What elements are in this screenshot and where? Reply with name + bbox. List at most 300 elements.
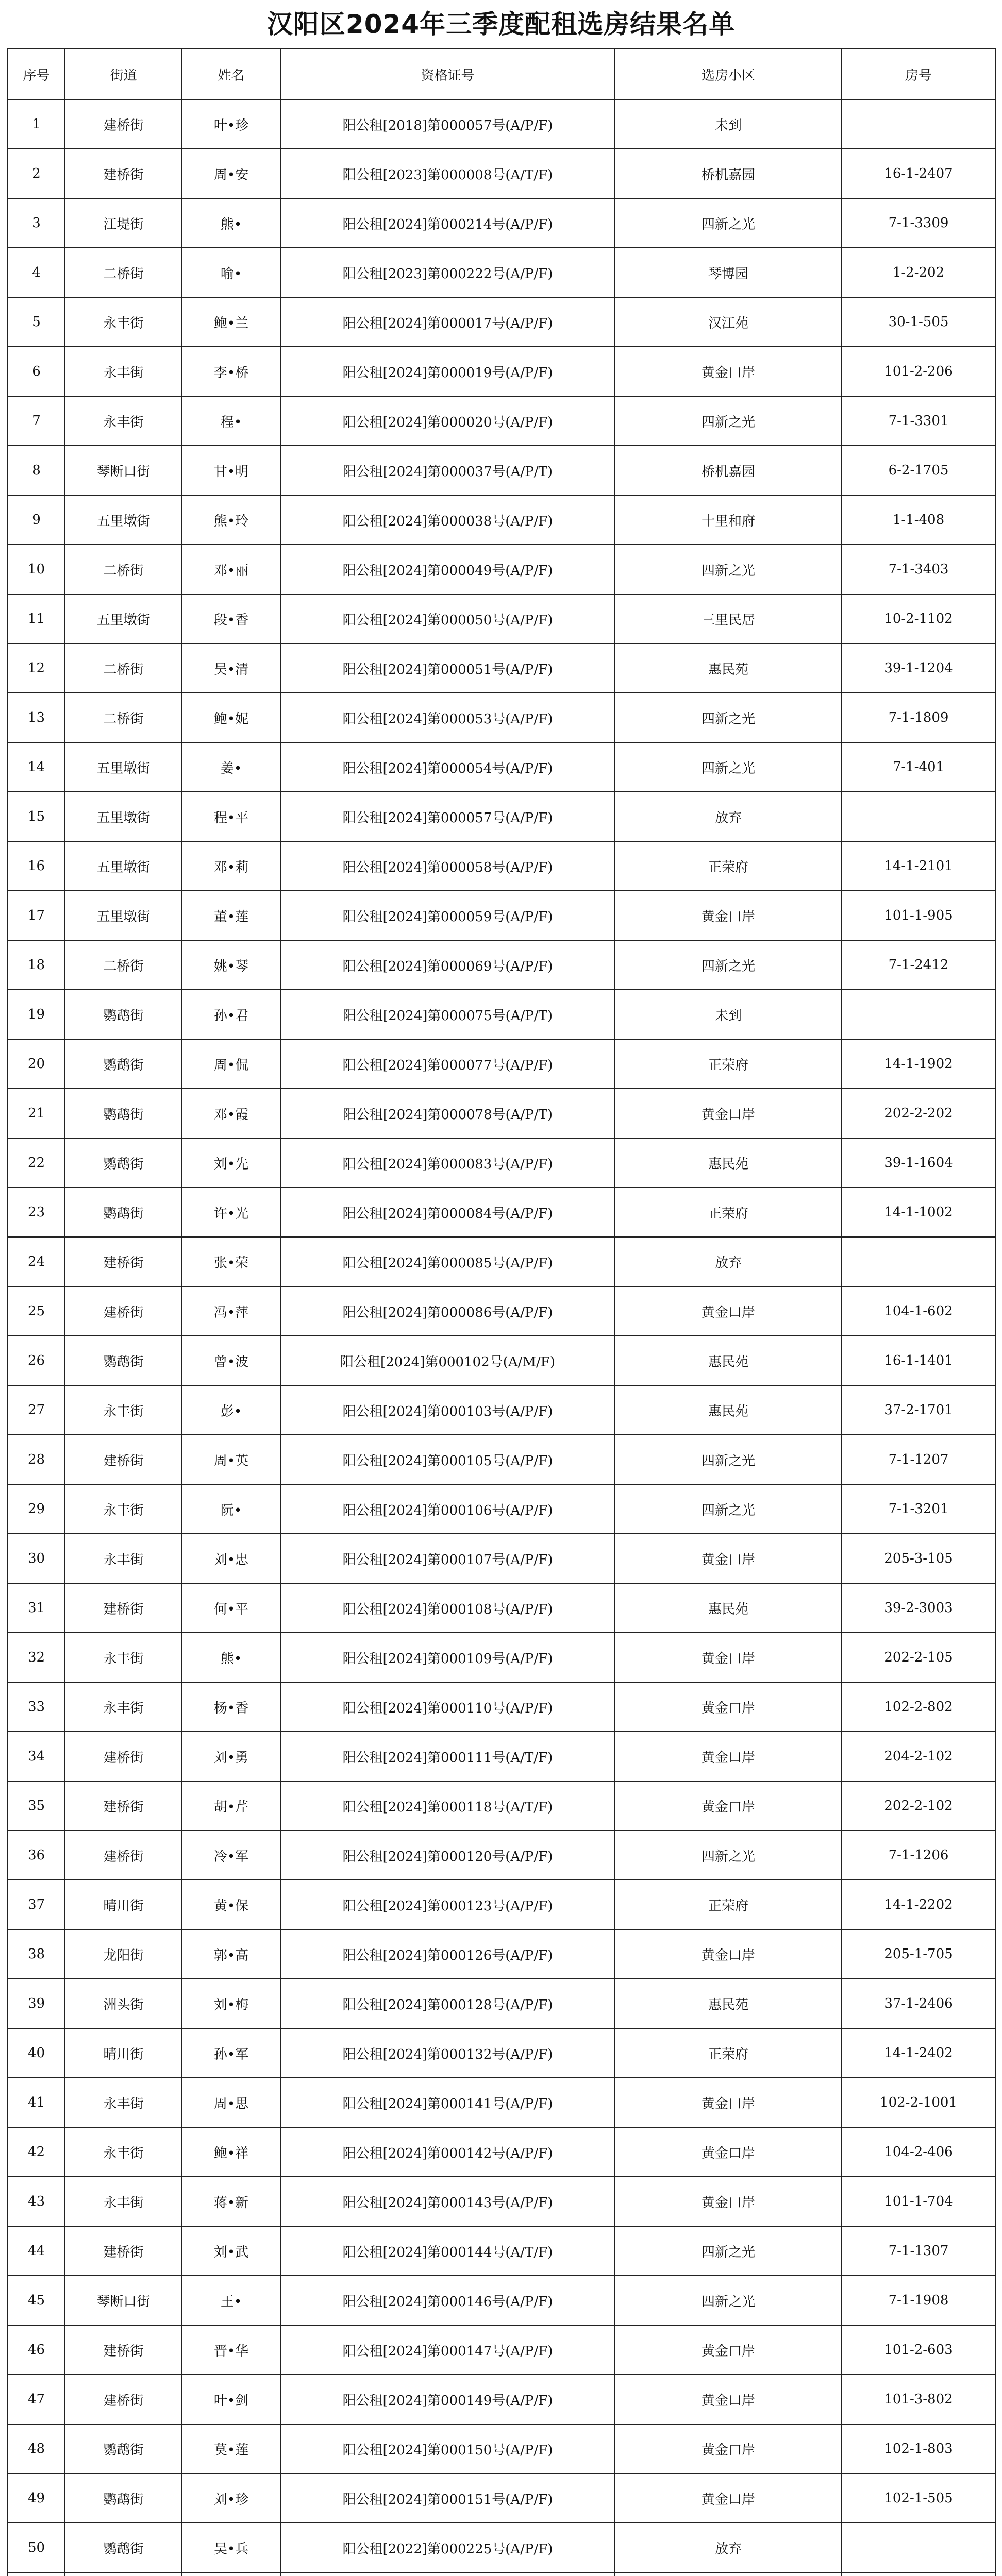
row-street-cell: 五里墩街: [65, 495, 182, 545]
row-seq-cell: 10: [8, 545, 65, 594]
row-community-cell: 四新之光: [615, 198, 842, 248]
row-room-cell: 202-2-102: [842, 1781, 995, 1831]
row-street-cell: 建桥街: [65, 1583, 182, 1633]
row-certificate-cell: 阳公租[2018]第000057号(A/P/F): [280, 99, 615, 149]
row-room-cell: [842, 2523, 995, 2572]
row-street-cell: 五里墩街: [65, 742, 182, 792]
row-name-cell: 王•: [182, 2276, 280, 2325]
row-name-cell: 许•光: [182, 1188, 280, 1237]
table-row: [8, 2276, 995, 2325]
table-row: [8, 1583, 995, 1633]
row-seq-cell: 7: [8, 396, 65, 446]
row-community-cell: 四新之光: [615, 1435, 842, 1484]
row-certificate-cell: 阳公租[2024]第000132号(A/P/F): [280, 2028, 615, 2078]
row-street-cell: 鹦鹉街: [65, 2473, 182, 2523]
row-community-cell: 四新之光: [615, 545, 842, 594]
row-community-cell: 正荣府: [615, 841, 842, 891]
row-street-cell: 二桥街: [65, 693, 182, 742]
row-seq-cell: 1: [8, 99, 65, 149]
row-room-cell: 14-1-1002: [842, 1188, 995, 1237]
row-community-cell: 四新之光: [615, 1831, 842, 1880]
row-community-cell: 黄金口岸: [615, 1633, 842, 1682]
row-name-cell: 孙•君: [182, 990, 280, 1039]
row-room-cell: 37-1-2406: [842, 1979, 995, 2028]
row-certificate-cell: 阳公租[2024]第000086号(A/P/F): [280, 1286, 615, 1336]
row-name-cell: 刘•忠: [182, 1534, 280, 1583]
row-room-cell: 14-1-2202: [842, 1880, 995, 1929]
row-name-cell: 周•安: [182, 149, 280, 198]
row-street-cell: 建桥街: [65, 99, 182, 149]
row-street-cell: 鹦鹉街: [65, 1188, 182, 1237]
row-room-cell: 101-3-802: [842, 2375, 995, 2424]
row-room-cell: 101-2-603: [842, 2325, 995, 2375]
row-seq-cell: 46: [8, 2325, 65, 2375]
row-certificate-cell: 阳公租[2024]第000106号(A/P/F): [280, 1484, 615, 1534]
row-name-cell: 周•思: [182, 2078, 280, 2127]
row-community-cell: 桥机嘉园: [615, 446, 842, 495]
row-seq-cell: 35: [8, 1781, 65, 1831]
row-room-cell: 7-1-401: [842, 742, 995, 792]
row-name-cell: 喻•: [182, 248, 280, 297]
table-row: [8, 792, 995, 841]
row-community-cell: 四新之光: [615, 1484, 842, 1534]
row-seq-cell: 19: [8, 990, 65, 1039]
row-street-cell: 永丰街: [65, 1633, 182, 1682]
row-street-cell: 建桥街: [65, 1831, 182, 1880]
row-community-cell: 四新之光: [615, 693, 842, 742]
row-seq-cell: 15: [8, 792, 65, 841]
row-room-cell: 202-2-105: [842, 1633, 995, 1682]
row-room-cell: 39-1-1204: [842, 643, 995, 693]
row-room-cell: 7-1-1908: [842, 2276, 995, 2325]
row-certificate-cell: 阳公租[2024]第000107号(A/P/F): [280, 1534, 615, 1583]
row-street-cell: 鹦鹉街: [65, 2523, 182, 2572]
row-community-cell: 黄金口岸: [615, 1089, 842, 1138]
table-row: [8, 1979, 995, 2028]
row-seq-cell: 49: [8, 2473, 65, 2523]
row-community-cell: [615, 2572, 842, 2576]
row-seq-cell: 27: [8, 1385, 65, 1435]
row-community-cell: 琴博园: [615, 248, 842, 297]
row-name-cell: 程•平: [182, 792, 280, 841]
row-name-cell: 甘•明: [182, 446, 280, 495]
row-certificate-cell: 阳公租[2024]第000147号(A/P/F): [280, 2325, 615, 2375]
row-room-cell: 39-1-1604: [842, 1138, 995, 1188]
row-street-cell: 永丰街: [65, 1534, 182, 1583]
row-seq-cell: 47: [8, 2375, 65, 2424]
row-seq-cell: 22: [8, 1138, 65, 1188]
row-room-cell: 205-1-705: [842, 1929, 995, 1979]
row-seq-cell: 30: [8, 1534, 65, 1583]
row-street-cell: 建桥街: [65, 2226, 182, 2276]
row-community-cell: 黄金口岸: [615, 1534, 842, 1583]
table-row: [8, 248, 995, 297]
row-community-cell: 黄金口岸: [615, 347, 842, 396]
row-seq-cell: 26: [8, 1336, 65, 1385]
row-community-cell: 黄金口岸: [615, 2177, 842, 2226]
row-name-cell: 叶•剑: [182, 2375, 280, 2424]
table-row: [8, 297, 995, 347]
row-street-cell: 建桥街: [65, 2325, 182, 2375]
table-row: [8, 643, 995, 693]
row-name-cell: 刘•先: [182, 1138, 280, 1188]
row-certificate-cell: 阳公租[2024]第000120号(A/P/F): [280, 1831, 615, 1880]
row-street-cell: 鹦鹉街: [65, 2424, 182, 2473]
row-room-cell: 101-1-905: [842, 891, 995, 940]
row-street-cell: 永丰街: [65, 297, 182, 347]
table-row: [8, 1929, 995, 1979]
row-certificate-cell: 阳公租[2024]第000146号(A/P/F): [280, 2276, 615, 2325]
row-street-cell: 建桥街: [65, 1286, 182, 1336]
row-community-cell: 四新之光: [615, 742, 842, 792]
row-certificate-cell: 阳公租[2024]第000037号(A/P/T): [280, 446, 615, 495]
table-row: [8, 2127, 995, 2177]
row-room-cell: 14-1-1902: [842, 1039, 995, 1089]
row-certificate-cell: 阳公租[2024]第000102号(A/M/F): [280, 1336, 615, 1385]
row-street-cell: 永丰街: [65, 2177, 182, 2226]
row-name-cell: 姜•: [182, 742, 280, 792]
row-community-cell: 惠民苑: [615, 1138, 842, 1188]
row-certificate-cell: [280, 2572, 615, 2576]
row-certificate-cell: 阳公租[2024]第000150号(A/P/F): [280, 2424, 615, 2473]
table-row: [8, 495, 995, 545]
row-name-cell: 段•香: [182, 594, 280, 643]
row-certificate-cell: 阳公租[2024]第000111号(A/T/F): [280, 1732, 615, 1781]
table-body: [8, 99, 995, 2576]
row-street-cell: 二桥街: [65, 643, 182, 693]
row-street-cell: 琴断口街: [65, 2276, 182, 2325]
row-street-cell: 五里墩街: [65, 792, 182, 841]
row-room-cell: [842, 2572, 995, 2576]
table-row: [8, 841, 995, 891]
row-certificate-cell: 阳公租[2024]第000144号(A/T/F): [280, 2226, 615, 2276]
table-row: [8, 1435, 995, 1484]
row-certificate-cell: 阳公租[2024]第000075号(A/P/T): [280, 990, 615, 1039]
table-row: [8, 149, 995, 198]
row-name-cell: 刘•珍: [182, 2473, 280, 2523]
row-street-cell: 龙阳街: [65, 1929, 182, 1979]
row-name-cell: 吴•清: [182, 643, 280, 693]
row-room-cell: 14-1-2101: [842, 841, 995, 891]
row-name-cell: 何•平: [182, 1583, 280, 1633]
row-certificate-cell: 阳公租[2024]第000214号(A/P/F): [280, 198, 615, 248]
row-street-cell: 永丰街: [65, 2127, 182, 2177]
column-header-seq: 序号: [8, 49, 65, 99]
table-row: [8, 198, 995, 248]
row-seq-cell: 3: [8, 198, 65, 248]
row-name-cell: 吴•兵: [182, 2523, 280, 2572]
row-name-cell: 蒋•新: [182, 2177, 280, 2226]
row-name-cell: [182, 2572, 280, 2576]
table-row: [8, 594, 995, 643]
row-seq-cell: 25: [8, 1286, 65, 1336]
page-title: 汉阳区2024年三季度配租选房结果名单: [266, 9, 736, 39]
row-room-cell: 7-1-2412: [842, 940, 995, 990]
table-row: [8, 2226, 995, 2276]
row-room-cell: 1-1-408: [842, 495, 995, 545]
row-name-cell: 鲍•兰: [182, 297, 280, 347]
row-certificate-cell: 阳公租[2023]第000008号(A/T/F): [280, 149, 615, 198]
row-street-cell: 永丰街: [65, 2078, 182, 2127]
row-seq-cell: 23: [8, 1188, 65, 1237]
table-row: [8, 1286, 995, 1336]
row-certificate-cell: 阳公租[2024]第000077号(A/P/F): [280, 1039, 615, 1089]
row-room-cell: 16-1-2407: [842, 149, 995, 198]
table-row: [8, 1831, 995, 1880]
row-community-cell: 正荣府: [615, 1188, 842, 1237]
row-room-cell: 7-1-1206: [842, 1831, 995, 1880]
row-street-cell: 五里墩街: [65, 891, 182, 940]
row-community-cell: 惠民苑: [615, 1385, 842, 1435]
table-row: [8, 1385, 995, 1435]
row-certificate-cell: 阳公租[2024]第000141号(A/P/F): [280, 2078, 615, 2127]
table-row: [8, 693, 995, 742]
row-street-cell: 建桥街: [65, 149, 182, 198]
row-room-cell: 102-2-802: [842, 1682, 995, 1732]
row-name-cell: 邓•丽: [182, 545, 280, 594]
row-seq-cell: 20: [8, 1039, 65, 1089]
row-street-cell: 琴断口街: [65, 446, 182, 495]
row-seq-cell: 43: [8, 2177, 65, 2226]
row-certificate-cell: 阳公租[2024]第000105号(A/P/F): [280, 1435, 615, 1484]
row-community-cell: 黄金口岸: [615, 1732, 842, 1781]
row-room-cell: 7-1-3403: [842, 545, 995, 594]
row-name-cell: 冯•萍: [182, 1286, 280, 1336]
row-street-cell: 鹦鹉街: [65, 1336, 182, 1385]
row-seq-cell: 8: [8, 446, 65, 495]
row-street-cell: 永丰街: [65, 1484, 182, 1534]
row-seq-cell: 13: [8, 693, 65, 742]
table-row: [8, 891, 995, 940]
row-community-cell: 黄金口岸: [615, 2325, 842, 2375]
row-room-cell: 102-1-803: [842, 2424, 995, 2473]
table-row: [8, 1880, 995, 1929]
row-name-cell: 李•桥: [182, 347, 280, 396]
row-certificate-cell: 阳公租[2024]第000083号(A/P/F): [280, 1138, 615, 1188]
row-room-cell: 39-2-3003: [842, 1583, 995, 1633]
row-name-cell: 姚•琴: [182, 940, 280, 990]
column-header-name: 姓名: [182, 49, 280, 99]
row-room-cell: 6-2-1705: [842, 446, 995, 495]
row-room-cell: 37-2-1701: [842, 1385, 995, 1435]
result-table: [7, 48, 996, 2576]
table-row: [8, 545, 995, 594]
row-street-cell: 鹦鹉街: [65, 1089, 182, 1138]
row-name-cell: 鲍•祥: [182, 2127, 280, 2177]
table-row: [8, 446, 995, 495]
row-room-cell: 10-2-1102: [842, 594, 995, 643]
row-certificate-cell: 阳公租[2024]第000069号(A/P/F): [280, 940, 615, 990]
row-certificate-cell: 阳公租[2024]第000109号(A/P/F): [280, 1633, 615, 1682]
row-community-cell: 黄金口岸: [615, 2473, 842, 2523]
column-header-certificate: 资格证号: [280, 49, 615, 99]
row-certificate-cell: 阳公租[2024]第000151号(A/P/F): [280, 2473, 615, 2523]
row-room-cell: 7-1-3309: [842, 198, 995, 248]
row-certificate-cell: 阳公租[2024]第000059号(A/P/F): [280, 891, 615, 940]
row-street-cell: 建桥街: [65, 1237, 182, 1286]
row-seq-cell: 38: [8, 1929, 65, 1979]
row-community-cell: 正荣府: [615, 1880, 842, 1929]
row-certificate-cell: 阳公租[2024]第000049号(A/P/F): [280, 545, 615, 594]
row-name-cell: 刘•武: [182, 2226, 280, 2276]
row-room-cell: 7-1-3201: [842, 1484, 995, 1534]
row-certificate-cell: 阳公租[2024]第000108号(A/P/F): [280, 1583, 615, 1633]
row-community-cell: 惠民苑: [615, 1336, 842, 1385]
row-seq-cell: 48: [8, 2424, 65, 2473]
row-street-cell: [65, 2572, 182, 2576]
row-name-cell: 刘•勇: [182, 1732, 280, 1781]
row-name-cell: 张•荣: [182, 1237, 280, 1286]
table-header: [8, 49, 995, 99]
table-row: [8, 396, 995, 446]
row-seq-cell: 28: [8, 1435, 65, 1484]
row-street-cell: 鹦鹉街: [65, 990, 182, 1039]
table-row: [8, 99, 995, 149]
row-room-cell: 14-1-2402: [842, 2028, 995, 2078]
table-row: [8, 1682, 995, 1732]
row-room-cell: 104-2-406: [842, 2127, 995, 2177]
row-name-cell: 郭•高: [182, 1929, 280, 1979]
row-street-cell: 晴川街: [65, 1880, 182, 1929]
row-seq-cell: 50: [8, 2523, 65, 2572]
table-row: [8, 1732, 995, 1781]
column-header-community: 选房小区: [615, 49, 842, 99]
row-certificate-cell: 阳公租[2024]第000118号(A/T/F): [280, 1781, 615, 1831]
row-community-cell: 四新之光: [615, 940, 842, 990]
row-community-cell: 四新之光: [615, 2226, 842, 2276]
row-street-cell: 永丰街: [65, 347, 182, 396]
table-row: [8, 2473, 995, 2523]
row-street-cell: 永丰街: [65, 1682, 182, 1732]
row-seq-cell: 45: [8, 2276, 65, 2325]
row-room-cell: 205-3-105: [842, 1534, 995, 1583]
row-room-cell: 7-1-3301: [842, 396, 995, 446]
row-seq-cell: 12: [8, 643, 65, 693]
row-community-cell: 黄金口岸: [615, 1781, 842, 1831]
table-row: [8, 990, 995, 1039]
header-row: [8, 49, 995, 99]
table-row: [8, 2177, 995, 2226]
row-name-cell: 冷•军: [182, 1831, 280, 1880]
row-room-cell: 102-1-505: [842, 2473, 995, 2523]
row-certificate-cell: 阳公租[2024]第000085号(A/P/F): [280, 1237, 615, 1286]
table-row: [8, 2375, 995, 2424]
row-community-cell: 正荣府: [615, 2028, 842, 2078]
row-community-cell: 汉江苑: [615, 297, 842, 347]
row-name-cell: 程•: [182, 396, 280, 446]
row-name-cell: 杨•香: [182, 1682, 280, 1732]
row-certificate-cell: 阳公租[2024]第000128号(A/P/F): [280, 1979, 615, 2028]
row-seq-cell: 9: [8, 495, 65, 545]
row-community-cell: 放弃: [615, 792, 842, 841]
row-seq-cell: 18: [8, 940, 65, 990]
row-seq-cell: 37: [8, 1880, 65, 1929]
row-street-cell: 二桥街: [65, 248, 182, 297]
row-name-cell: 熊•玲: [182, 495, 280, 545]
row-community-cell: 四新之光: [615, 2276, 842, 2325]
row-room-cell: 102-2-1001: [842, 2078, 995, 2127]
row-community-cell: 未到: [615, 99, 842, 149]
row-street-cell: 晴川街: [65, 2028, 182, 2078]
row-community-cell: 放弃: [615, 2523, 842, 2572]
row-community-cell: 黄金口岸: [615, 891, 842, 940]
row-certificate-cell: 阳公租[2024]第000020号(A/P/F): [280, 396, 615, 446]
row-name-cell: 董•莲: [182, 891, 280, 940]
row-community-cell: 黄金口岸: [615, 1682, 842, 1732]
row-room-cell: [842, 792, 995, 841]
row-room-cell: 7-1-1207: [842, 1435, 995, 1484]
row-street-cell: 永丰街: [65, 396, 182, 446]
row-certificate-cell: 阳公租[2023]第000222号(A/P/F): [280, 248, 615, 297]
row-certificate-cell: 阳公租[2024]第000110号(A/P/F): [280, 1682, 615, 1732]
row-street-cell: 建桥街: [65, 1781, 182, 1831]
row-seq-cell: 33: [8, 1682, 65, 1732]
row-seq-cell: 4: [8, 248, 65, 297]
table-row: [8, 2078, 995, 2127]
row-street-cell: 建桥街: [65, 1732, 182, 1781]
row-room-cell: 204-2-102: [842, 1732, 995, 1781]
row-room-cell: 7-1-1307: [842, 2226, 995, 2276]
row-seq-cell: 31: [8, 1583, 65, 1633]
row-seq-cell: 39: [8, 1979, 65, 2028]
row-community-cell: 未到: [615, 990, 842, 1039]
row-seq-cell: 32: [8, 1633, 65, 1682]
row-seq-cell: [8, 2572, 65, 2576]
table-row: [8, 1781, 995, 1831]
row-certificate-cell: 阳公租[2024]第000019号(A/P/F): [280, 347, 615, 396]
row-community-cell: 惠民苑: [615, 1583, 842, 1633]
row-community-cell: 三里民居: [615, 594, 842, 643]
row-community-cell: 四新之光: [615, 396, 842, 446]
row-name-cell: 曾•波: [182, 1336, 280, 1385]
row-seq-cell: 29: [8, 1484, 65, 1534]
row-certificate-cell: 阳公租[2024]第000058号(A/P/F): [280, 841, 615, 891]
row-seq-cell: 11: [8, 594, 65, 643]
row-seq-cell: 17: [8, 891, 65, 940]
row-name-cell: 叶•珍: [182, 99, 280, 149]
row-street-cell: 建桥街: [65, 1435, 182, 1484]
row-certificate-cell: 阳公租[2024]第000078号(A/P/T): [280, 1089, 615, 1138]
row-certificate-cell: 阳公租[2024]第000142号(A/P/F): [280, 2127, 615, 2177]
row-seq-cell: 6: [8, 347, 65, 396]
table-row: [8, 1089, 995, 1138]
row-name-cell: 鲍•妮: [182, 693, 280, 742]
row-community-cell: 十里和府: [615, 495, 842, 545]
row-community-cell: 放弃: [615, 1237, 842, 1286]
row-street-cell: 永丰街: [65, 1385, 182, 1435]
row-community-cell: 桥机嘉园: [615, 149, 842, 198]
table-row: [8, 1336, 995, 1385]
row-name-cell: 晋•华: [182, 2325, 280, 2375]
table-row: [8, 1039, 995, 1089]
row-certificate-cell: 阳公租[2024]第000103号(A/P/F): [280, 1385, 615, 1435]
row-room-cell: 7-1-1809: [842, 693, 995, 742]
row-seq-cell: 41: [8, 2078, 65, 2127]
row-room-cell: [842, 1237, 995, 1286]
row-certificate-cell: 阳公租[2024]第000123号(A/P/F): [280, 1880, 615, 1929]
row-seq-cell: 42: [8, 2127, 65, 2177]
row-certificate-cell: 阳公租[2024]第000143号(A/P/F): [280, 2177, 615, 2226]
row-name-cell: 刘•梅: [182, 1979, 280, 2028]
table-row: [8, 1188, 995, 1237]
row-certificate-cell: 阳公租[2024]第000051号(A/P/F): [280, 643, 615, 693]
column-header-street: 街道: [65, 49, 182, 99]
row-room-cell: [842, 990, 995, 1039]
row-seq-cell: 21: [8, 1089, 65, 1138]
table-row: [8, 2325, 995, 2375]
table-row: [8, 347, 995, 396]
table-row: [8, 1484, 995, 1534]
